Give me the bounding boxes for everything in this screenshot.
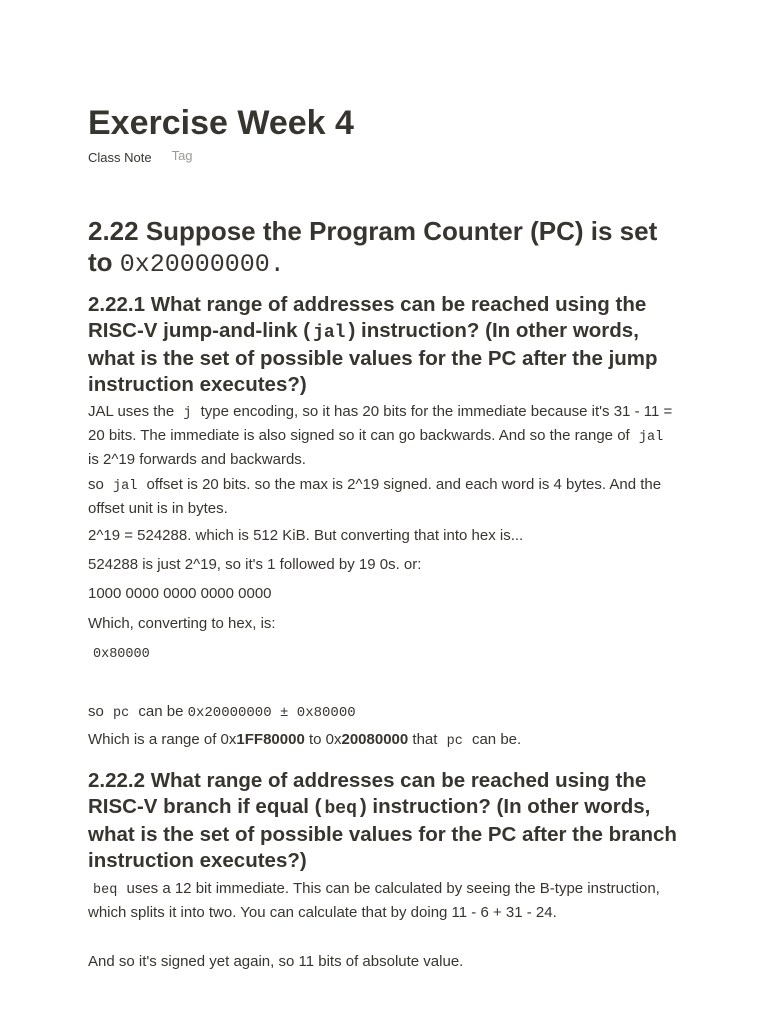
heading-2-22-2-code: beq	[324, 799, 357, 819]
class-property[interactable]: Class Note	[88, 150, 152, 165]
text-span: that	[408, 731, 442, 748]
paragraph-524288: 2^19 = 524288. which is 512 KiB. But converting that into hex is...	[88, 527, 524, 544]
inline-code: jal	[113, 479, 138, 494]
paragraph-2-19: 524288 is just 2^19, so it's 1 followed by 19 0s. or:	[88, 556, 422, 573]
text-span: type encoding, so it has 20 bits for the immediate because it's 31 - 11 = 20 bits. The immediate is also signed so it can go backwards. And so the range of	[88, 403, 673, 444]
heading-2-22-code: 0x20000000.	[119, 250, 285, 279]
paragraph-binary: 1000 0000 0000 0000 0000	[88, 585, 272, 602]
text-span: offset is 20 bits. so the max is 2^19 signed. and each word is 4 bytes. And the offset unit is in bytes.	[88, 476, 662, 517]
text-span: can be	[134, 703, 188, 720]
heading-2-22	[88, 216, 688, 280]
heading-2-22-1	[88, 292, 688, 398]
heading-2-22-1-part2: ) instruction? (In other words, what is the set of possible values for the PC after the jump instruction executes?)	[88, 319, 658, 396]
inline-code: pc	[446, 734, 463, 749]
inline-code: 0x80000	[93, 647, 150, 662]
inline-code: pc	[113, 706, 130, 721]
heading-2-22-2-part2: ) instruction? (In other words, what is the set of possible values for the PC after the branch instruction executes?)	[88, 795, 677, 872]
text-span: is 2^19 forwards and backwards.	[88, 451, 306, 468]
tag-property[interactable]: Tag	[171, 148, 193, 163]
heading-2-22-2	[88, 768, 688, 874]
bold-text: 20080000	[341, 731, 409, 748]
page-properties	[88, 149, 193, 167]
paragraph-signed: And so it's signed yet again, so 11 bits of absolute value.	[88, 953, 464, 970]
bold-text: 1FF80000	[236, 731, 305, 748]
text-span: can be.	[467, 731, 522, 748]
paragraph-hex-value	[88, 642, 678, 666]
text-span: JAL uses the	[88, 403, 179, 420]
text-span: so	[88, 703, 109, 720]
heading-2-22-1-part1: 2.22.1 What range of addresses can be reached using the RISC-V jump-and-link (	[88, 293, 647, 342]
heading-2-22-2-part1: 2.22.2 What range of addresses can be reached using the RISC-V branch if equal (	[88, 769, 647, 818]
paragraph-jal-offset	[88, 474, 678, 520]
text-span: to 0x	[304, 731, 342, 748]
paragraph-convert-hex: Which, converting to hex, is:	[88, 615, 276, 632]
math-expression: 0x20000000 ± 0x80000	[187, 705, 356, 721]
page-title: Exercise Week 4	[88, 104, 354, 142]
text-span: uses a 12 bit immediate. This can be calculated by seeing the B-type instruction, which splits it into two. You can calculate that by doing 11 - 6 + 31 - 24.	[88, 880, 660, 921]
paragraph-pc-range	[88, 729, 678, 753]
inline-code: beq	[93, 883, 118, 898]
text-span: Which is a range of 0x	[88, 731, 237, 748]
inline-code: j	[183, 406, 192, 421]
paragraph-pc-range-expr	[88, 701, 678, 725]
heading-2-22-text: 2.22 Suppose the Program Counter (PC) is set to	[88, 216, 658, 277]
paragraph-jal-encoding	[88, 401, 678, 471]
paragraph-beq-immediate	[88, 878, 678, 924]
text-span: so	[88, 476, 109, 493]
heading-2-22-1-code: jal	[313, 323, 346, 343]
inline-code: jal	[638, 430, 664, 445]
